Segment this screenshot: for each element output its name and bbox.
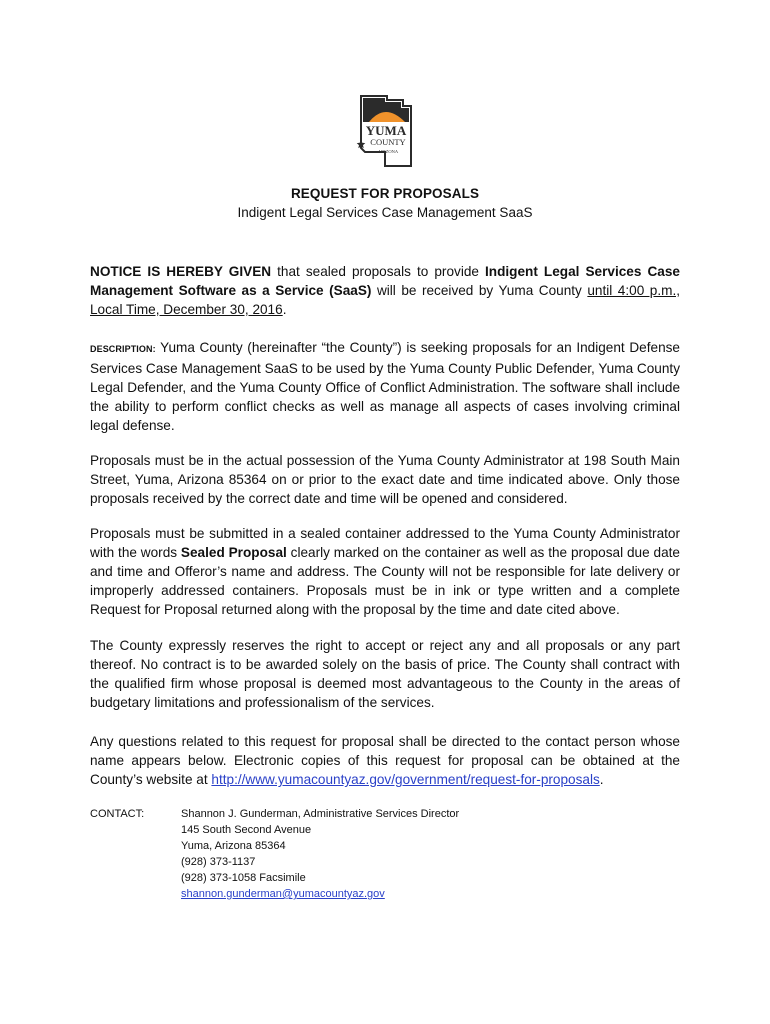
notice-end: . [282, 302, 287, 317]
document-title: REQUEST FOR PROPOSALS [290, 186, 480, 201]
reserve-paragraph: The County expressly reserves the right to accept or reject any and all proposals or any part thereof. No contract is to be awarded solely on the basis of price. The County shall contract with the qualified firm whose proposal is deemed most advantageous to the County in the areas of budgetary limitations and professionalism of the services. [90, 638, 680, 710]
contact-phone: (928) 373-1137 [181, 856, 256, 868]
questions-text: Any questions related to this request for proposal shall be directed to the contact person whose name appears below. Electronic copies of this request for proposal can be obtained at the County’s website at [90, 734, 680, 787]
notice-deadline: until 4:00 p.m., Local Time, December 30, 2016 [90, 283, 680, 317]
notice-text-1: that sealed proposals to provide [271, 264, 486, 279]
questions-paragraph [90, 732, 680, 789]
notice-paragraph [90, 262, 680, 319]
contact-label: CONTACT: [90, 808, 145, 820]
description-paragraph [90, 338, 680, 435]
notice-service: Indigent Legal Services Case Management Software as a Service (SaaS) [90, 264, 680, 298]
sealed-proposal-bold: Sealed Proposal [180, 545, 287, 560]
sealed-text-2: clearly marked on the container as well as the proposal due date and time and Offeror’s name and address. The County will not be responsible for late delivery or improperly addressed containers. Proposals must be in ink or type written and a complete Request for Proposal returned along with the proposal by the time and date cited above. [90, 545, 680, 617]
contact-fax: (928) 373-1058 Facsimile [181, 872, 306, 884]
logo-text-yuma: YUMA [365, 123, 407, 138]
document-subtitle: Indigent Legal Services Case Management SaaS [237, 205, 533, 220]
contact-email-link[interactable]: shannon.gunderman@yumacountyaz.gov [181, 888, 385, 900]
rfp-website-link[interactable]: http://www.yumacountyaz.gov/government/request-for-proposals [211, 772, 600, 787]
contact-name: Shannon J. Gunderman, Administrative Services Director [181, 808, 460, 820]
notice-lead: NOTICE IS HEREBY GIVEN [90, 264, 272, 279]
contact-city: Yuma, Arizona 85364 [181, 840, 286, 852]
notice-text-2: will be received by Yuma County [371, 283, 588, 298]
sealed-text-1: Proposals must be submitted in a sealed container addressed to the Yuma County Administrator with the words [90, 526, 680, 560]
contact-street: 145 South Second Avenue [181, 824, 312, 836]
questions-end: . [599, 772, 604, 787]
logo-text-county: COUNTY [370, 137, 406, 147]
yuma-county-logo [355, 92, 417, 168]
contact-details [181, 806, 501, 902]
description-label: DESCRIPTION: [90, 344, 156, 354]
possession-paragraph: Proposals must be in the actual possession of the Yuma County Administrator at 198 South Main Street, Yuma, Arizona 85364 on or prior to the exact date and time indicated above. Only those proposals received by the correct date and time will be opened and considered. [90, 453, 680, 506]
sealed-paragraph [90, 524, 680, 619]
description-text: Yuma County (hereinafter “the County”) is seeking proposals for an Indigent Defense Services Case Management SaaS to be used by the Yuma County Public Defender, Yuma County Legal Defender, and the Yuma County Office of Conflict Administration. The software shall include the ability to perform conflict checks as well as manage all aspects of cases involving criminal legal defense. [90, 340, 680, 433]
logo-text-arizona: ARIZONA [377, 149, 399, 154]
